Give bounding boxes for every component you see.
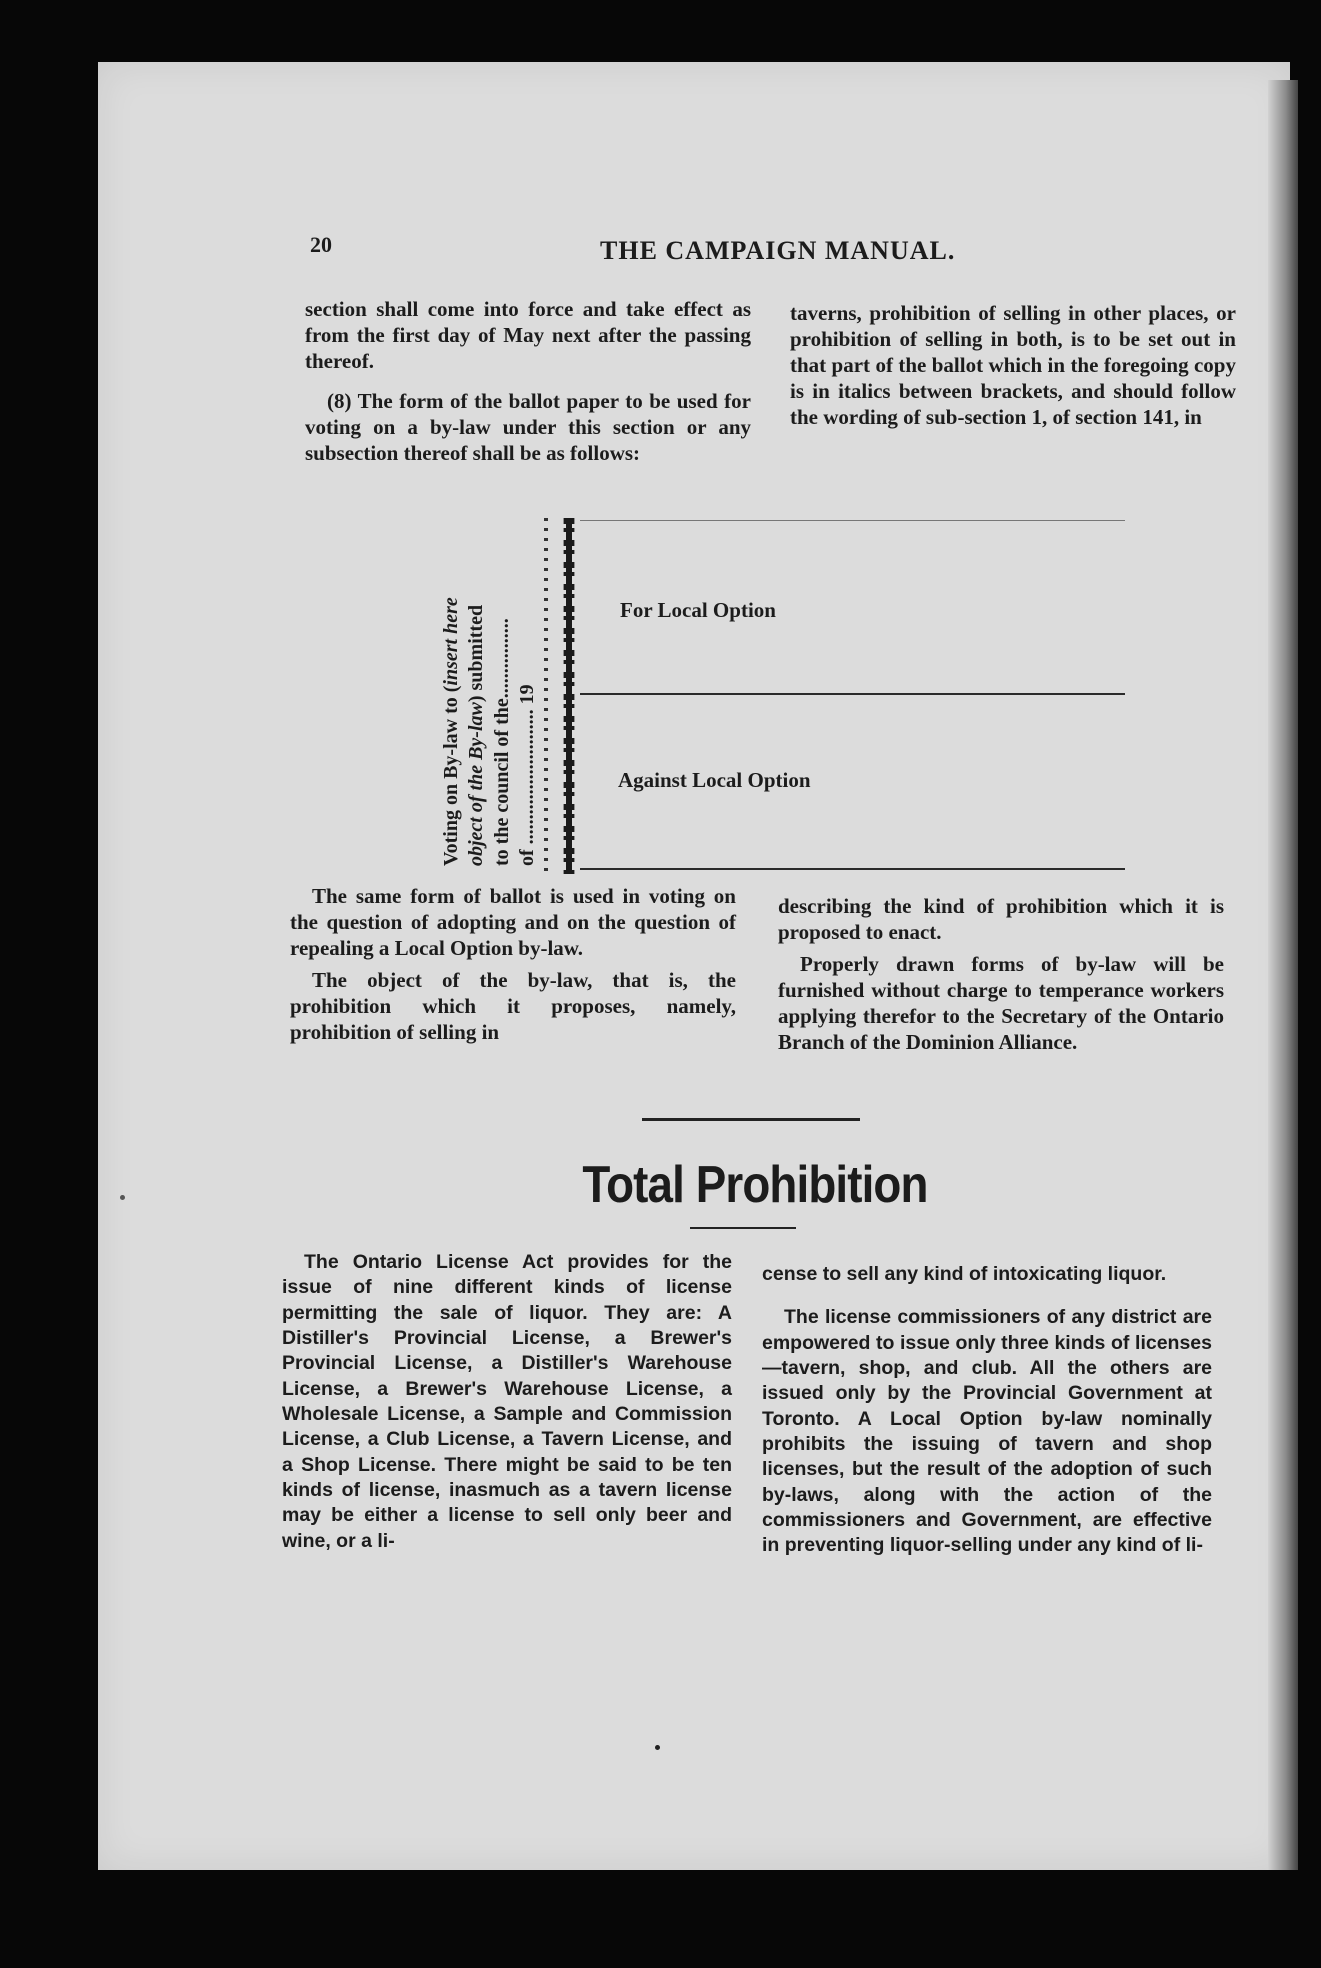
- ink-speck: [120, 1195, 125, 1200]
- ornamental-border: [560, 518, 578, 874]
- section-rule: [642, 1118, 860, 1121]
- ballot-heading-line: object of the By-law: [465, 702, 488, 866]
- ballot-heading: [420, 518, 560, 874]
- ballot-option-for: For Local Option: [620, 598, 776, 622]
- paragraph: cense to sell any kind of intoxicating liquor.: [762, 1263, 1167, 1285]
- ballot-heading-line: insert here: [440, 597, 463, 686]
- bottom-right-column: [762, 1262, 1212, 1573]
- section-title: Total Prohibition: [582, 1156, 928, 1214]
- title-underline: [690, 1227, 796, 1229]
- bottom-left-column: [282, 1250, 732, 1568]
- dotted-separator: [544, 518, 548, 874]
- ballot-heading-line: Voting on By-law to (: [440, 685, 463, 866]
- top-left-column: [305, 296, 751, 480]
- ballot-divider: [580, 693, 1125, 695]
- ballot-top-rule: [580, 520, 1125, 521]
- paragraph: describing the kind of prohibition which it is proposed to enact.: [778, 894, 1224, 945]
- ink-speck: [655, 1745, 660, 1750]
- ballot-option-against: Against Local Option: [618, 768, 811, 792]
- ballot-bottom-rule: [580, 868, 1125, 870]
- paragraph: The Ontario License Act provides for the issue of nine different kinds of license permitting the sale of liquor. They are: A Distiller's Provincial License, a Brewer's Provincial License, a Distiller's Warehouse License, a Brewer's Warehouse License, a Wholesale License, a Sample and Commission License, a Club License, a Tavern License, and a Shop License. There might be said to be ten kinds of license, inasmuch as a tavern license may be either a license to sell only beer and wine, or a li-: [282, 1251, 732, 1552]
- page-number: 20: [310, 232, 332, 257]
- top-right-column: [790, 300, 1236, 444]
- running-head: THE CAMPAIGN MANUAL.: [600, 236, 956, 265]
- paragraph: The same form of ballot is used in voting on the question of adopting and on the question of repealing a Local Option by-law.: [290, 884, 736, 961]
- next-page-edge: [1268, 80, 1298, 1870]
- middle-left-column: [290, 883, 736, 1059]
- paragraph: The object of the by-law, that is, the prohibition which it proposes, namely, prohibition of selling in: [290, 968, 736, 1045]
- paragraph: taverns, prohibition of selling in other places, or prohibition of selling in both, is to be set out in that part of the ballot which in the foregoing copy is in italics between brackets, and should follow the wording of sub-section 1, of section 141, in: [790, 301, 1236, 430]
- ballot-heading-line: to the council of the................: [491, 618, 513, 866]
- paragraph: Properly drawn forms of by-law will be furnished without charge to temperance workers applying therefor to the Secretary of the Ontario Branch of the Dominion Alliance.: [778, 952, 1224, 1055]
- ballot-heading-line: of ........................... 19: [516, 684, 539, 866]
- paragraph: (8) The form of the ballot paper to be used for voting on a by-law under this section or any subsection thereof shall be as follows:: [305, 389, 751, 466]
- ballot-form: [420, 518, 1130, 874]
- paragraph: section shall come into force and take effect as from the first day of May next after the passing thereof.: [305, 297, 751, 374]
- middle-right-column: [778, 893, 1224, 1069]
- ballot-heading-line: ) submitted: [465, 604, 488, 703]
- paragraph: The license commissioners of any district are empowered to issue only three kinds of licenses—tavern, shop, and club. All the others are issued only by the Provincial Government at Toronto. A Local Option by-law nominally prohibits the issuing of tavern and shop licenses, but the result of the adoption of such by-laws, along with the action of the commissioners and Government, are effective in preventing liquor-selling under any kind of li-: [762, 1306, 1212, 1557]
